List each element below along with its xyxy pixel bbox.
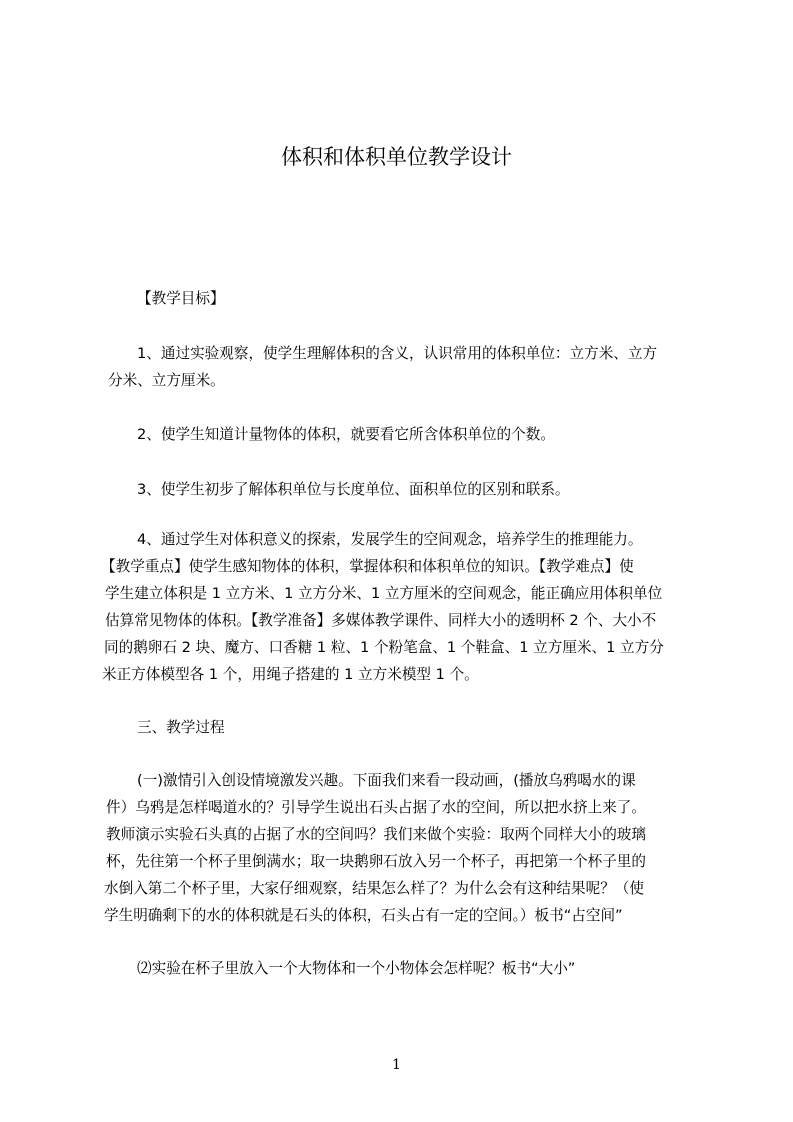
- objective-1-line-1: 1、通过实验观察，使学生理解体积的含义，认识常用的体积单位：立方米、立方: [137, 345, 658, 362]
- objective-1-line-2: 分米、立方厘米。: [108, 372, 225, 389]
- key-points-line-5: 米正方体模型各 1 个，用绳子搭建的 1 立方米模型 1 个。: [102, 666, 479, 683]
- process-2: ⑵实验在杯子里放入一个大物体和一个小物体会怎样呢？板书“大小”: [137, 960, 576, 977]
- key-points-line-3: 估算常见物体的体积。【教学准备】多媒体教学课件、同样大小的透明杯 2 个、大小不: [105, 612, 657, 629]
- process-1-line-4: 杯，先往第一个杯子里倒满水；取一块鹅卵石放入另一个杯子，再把第一个杯子里的: [106, 853, 646, 870]
- key-points-line-4: 同的鹅卵石 2 块、魔方、口香糖 1 粒、1 个粉笔盒、1 个鞋盒、1 立方厘米、1 立方分: [104, 639, 664, 656]
- key-points-line-1: 【教学重点】使学生感知物体的体积，掌握体积和体积单位的知识。【教学难点】使: [101, 558, 634, 575]
- process-1-line-1: (一)激情引入创设情境激发兴趣。下面我们来看一段动画，(播放乌鸦喝水的课: [137, 772, 636, 789]
- section-heading-objectives: 【教学目标】: [137, 290, 225, 307]
- process-1-line-6: 学生明确剩下的水的体积就是石头的体积，石头占有一定的空间。）板书“占空间”: [104, 907, 623, 924]
- section-heading-process: 三、教学过程: [137, 719, 225, 736]
- process-1-line-2: 件）乌鸦是怎样喝道水的？引导学生说出石头占据了水的空间，所以把水挤上来了。: [106, 799, 646, 816]
- page-number: 1: [392, 1057, 401, 1073]
- process-1-line-5: 水倒入第二个杯子里，大家仔细观察，结果怎么样了？为什么会有这种结果呢？（使: [104, 880, 644, 897]
- process-1-line-3: 教师演示实验石头真的占据了水的空间吗？我们来做个实验：取两个同样大小的玻璃: [106, 826, 646, 843]
- objective-3: 3、使学生初步了解体积单位与长度单位、面积单位的区别和联系。: [137, 481, 570, 498]
- key-points-line-2: 学生建立体积是 1 立方米、1 立方分米、1 立方厘米的空间观念，能正确应用体积单位: [105, 585, 663, 602]
- objective-4: 4、通过学生对体积意义的探索，发展学生的空间观念，培养学生的推理能力。: [137, 531, 643, 548]
- objective-2: 2、使学生知道计量物体的体积，就要看它所含体积单位的个数。: [137, 426, 555, 443]
- document-title: 体积和体积单位教学设计: [281, 145, 512, 169]
